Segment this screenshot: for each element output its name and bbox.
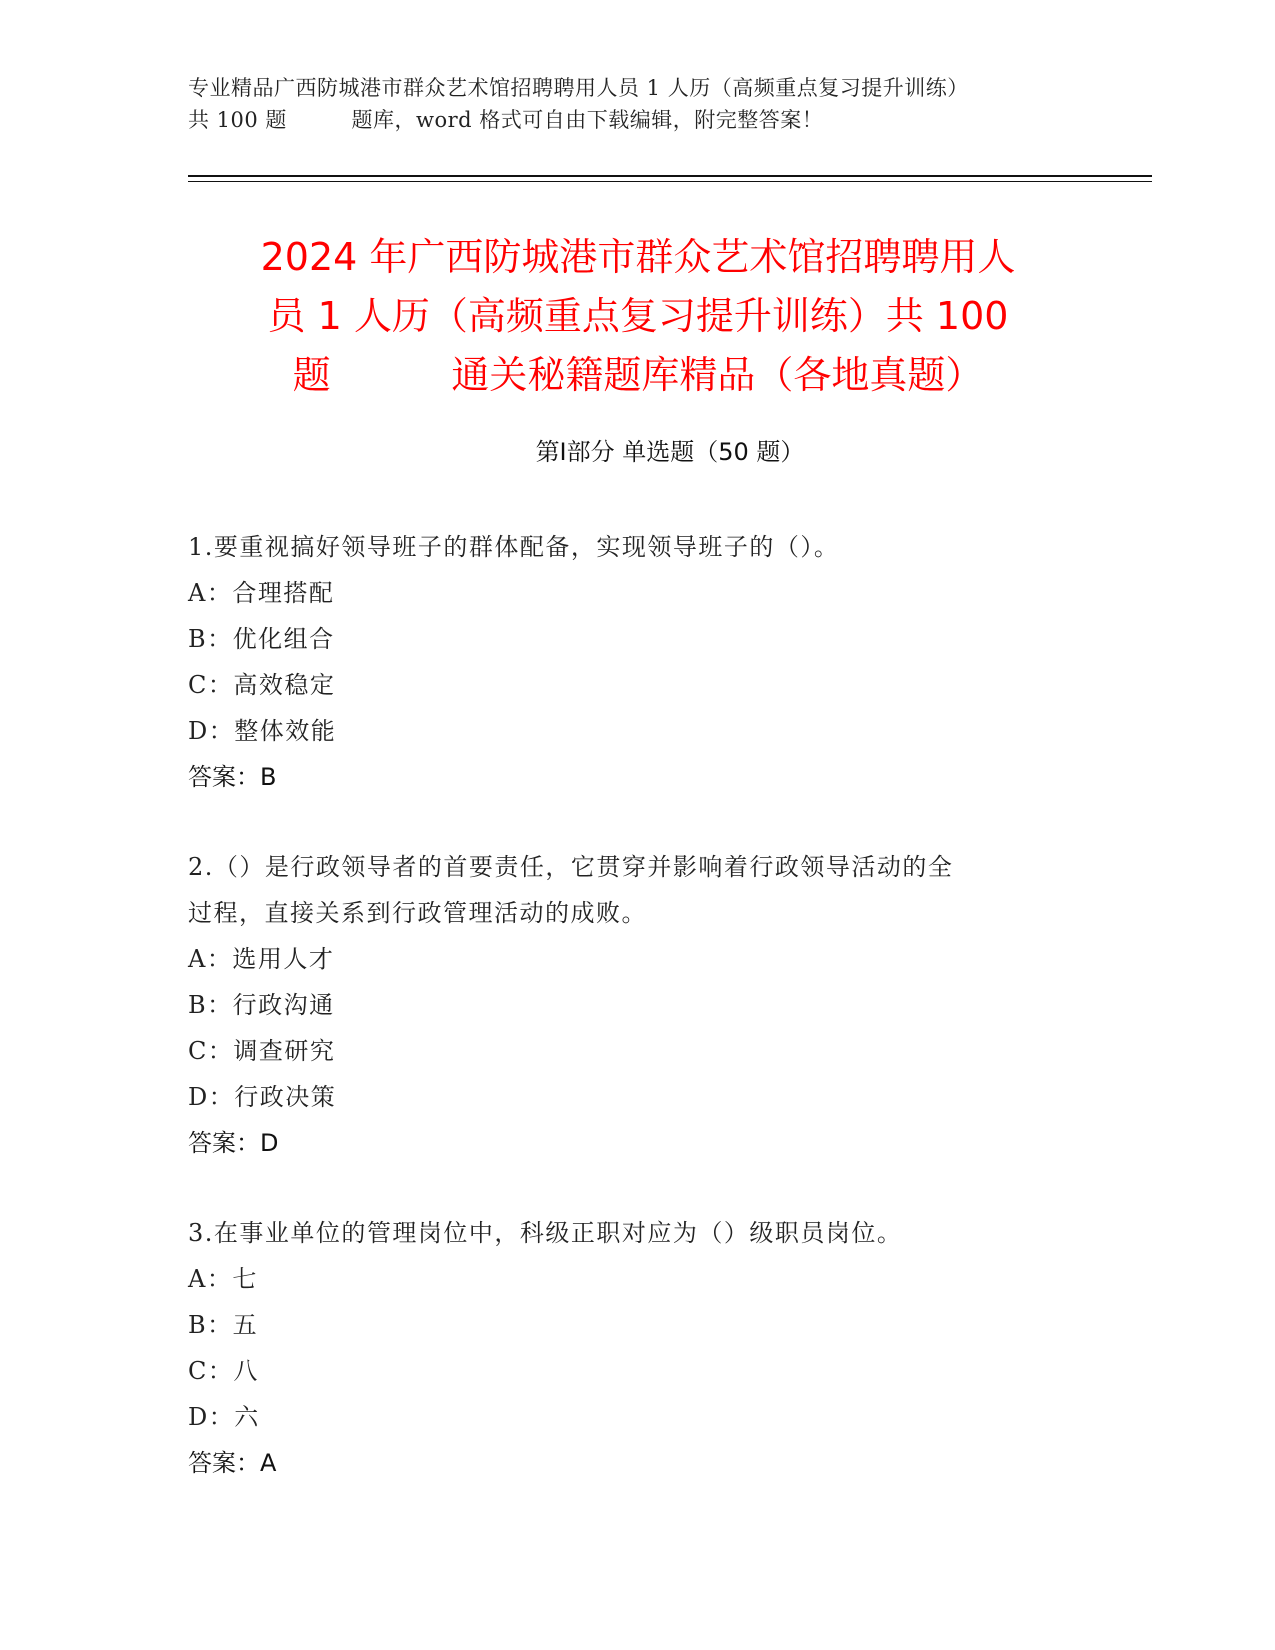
question-stem: 3.在事业单位的管理岗位中，科级正职对应为（）级职员岗位。 (188, 1219, 903, 1247)
document-title (188, 228, 1088, 405)
option-c: C：高效稳定 (188, 671, 336, 699)
question-stem: 1.要重视搞好领导班子的群体配备，实现领导班子的（）。 (188, 533, 840, 561)
header-line-1: 专业精品广西防城港市群众艺术馆招聘聘用人员 1 人历（高频重点复习提升训练） (188, 76, 969, 100)
option-d: D：整体效能 (188, 717, 337, 745)
question-1 (188, 524, 1088, 800)
section-heading: 第Ⅰ部分 单选题（50 题） (535, 438, 805, 466)
option-a: A：选用人才 (188, 945, 335, 973)
question-3 (188, 1210, 1088, 1486)
title-line-3: 题 通关秘籍题库精品（各地真题） (292, 353, 984, 397)
question-2 (188, 844, 1088, 1166)
title-line-2: 员 1 人历（高频重点复习提升训练）共 100 (267, 294, 1009, 338)
option-d: D：六 (188, 1403, 260, 1431)
question-stem: 2.（）是行政领导者的首要责任，它贯穿并影响着行政领导活动的全 (188, 853, 954, 881)
option-b: B：五 (188, 1311, 259, 1339)
title-line-1: 2024 年广西防城港市群众艺术馆招聘聘用人 (260, 235, 1016, 279)
option-c: C：调查研究 (188, 1037, 336, 1065)
option-a: A：七 (188, 1265, 258, 1293)
answer: 答案：D (188, 1129, 279, 1157)
option-b: B：优化组合 (188, 625, 335, 653)
document-header (188, 72, 1088, 136)
answer: 答案：B (188, 763, 277, 791)
header-line-2: 共 100 题 题库，word 格式可自由下载编辑，附完整答案！ (188, 108, 824, 132)
option-c: C：八 (188, 1357, 259, 1385)
header-divider-thin (188, 181, 1152, 182)
option-b: B：行政沟通 (188, 991, 335, 1019)
header-divider-thick (188, 175, 1152, 177)
option-a: A：合理搭配 (188, 579, 335, 607)
option-d: D：行政决策 (188, 1083, 337, 1111)
answer: 答案：A (188, 1449, 277, 1477)
question-stem-continued: 过程，直接关系到行政管理活动的成败。 (188, 899, 647, 927)
